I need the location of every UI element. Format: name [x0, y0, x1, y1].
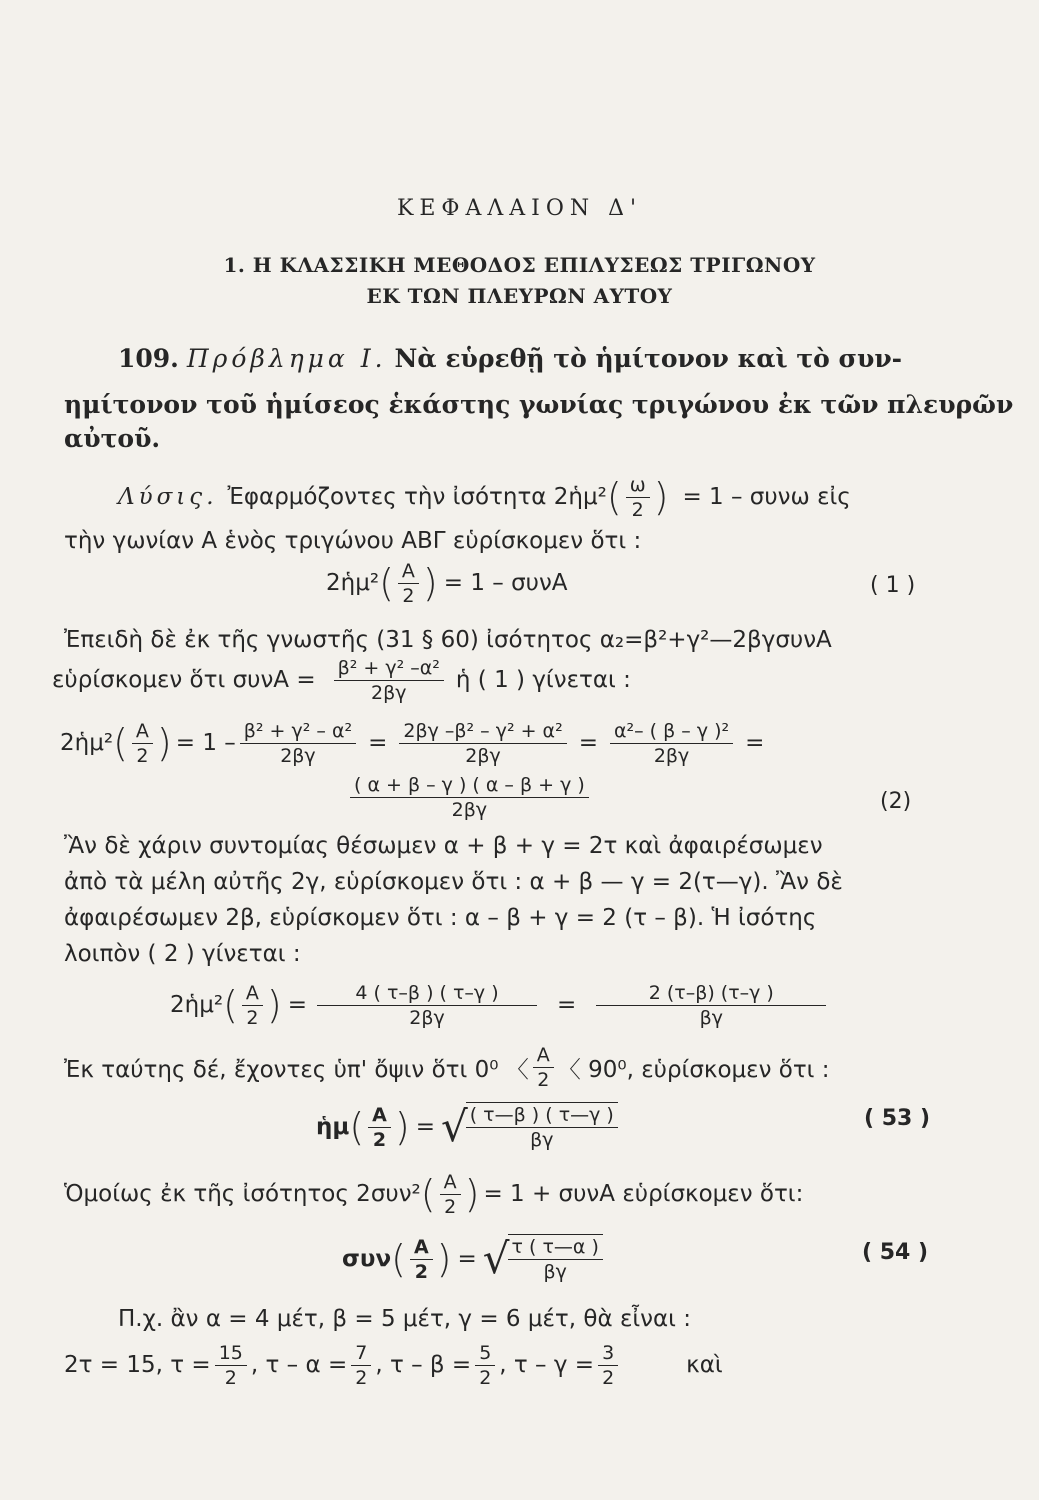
chapter-title: ΚΕΦΑΛΑΙΟΝ Δ' — [396, 196, 643, 221]
sqrt-symbol: √ — [440, 1102, 468, 1151]
radical-53: $\frac{( \tau—\beta ) ( \tau—\gamma )}{\beta\gamma}$ — [466, 1102, 618, 1152]
close-paren: ) — [653, 475, 669, 519]
fraction-eq2-3: $\frac{\text{α²– ( β – γ )²}}{2\beta\gamma}$ — [610, 719, 733, 768]
fraction-omega-2: $\frac{\omega}{2}$ — [626, 473, 650, 522]
problem-number: 109. — [118, 344, 179, 373]
fraction-eq2-1: $\frac{\text{β² + γ² – α²}}{2\beta\gamma}$ — [240, 719, 356, 768]
fraction-eq2-2: $\frac{\text{2βγ –β² – γ² + α²}}{2\beta\gamma}$ — [399, 719, 566, 768]
solution-label: Λύσις. — [118, 484, 218, 510]
solution-line9: Ἐκ ταύτης δέ, ἔχοντες ὑπ' ὄψιν ὅτι 0⁰ 〈 $\frac{A}{2}$ 〈 90⁰, εὑρίσκομεν ὅτι : — [64, 1043, 830, 1091]
equation-2a: 2ἡμ² ( $\frac{A}{2}$ ) = 1 – $\frac{\text{β² + γ² – α²}}{2\beta\gamma}$ = $\frac{\text{2βγ –β² – γ² + α²}}{2\beta\gamma}$ = $\frac{\text{α²– ( β – γ )²}}{2\beta\gamma}$ = — [60, 719, 765, 767]
fraction-eq2-4: $\frac{( \alpha + \beta - \gamma ) ( \alpha - \beta + \gamma )}{2\beta\gamma}$ — [350, 773, 589, 822]
solution-line10: Ὁμοίως ἐκ τῆς ἰσότητος 2συν² ( $\frac{A}{2}$ ) = 1 + συνΑ εὑρίσκομεν ὅτι: — [64, 1170, 804, 1218]
solution-last-line: 2τ = 15, τ = $\frac{15}{2}$ , τ – α = $\frac{7}{2}$ , τ – β = $\frac{5}{2}$ , τ – γ = $\frac{3}{2}$ καὶ — [64, 1341, 723, 1389]
solution-line5: Ἂν δὲ χάριν συντομίας θέσωμεν α + β + γ = 2τ καὶ ἀφαιρέσωμεν — [64, 833, 823, 859]
solution-line11: Π.χ. ἂν α = 4 μέτ, β = 5 μέτ, γ = 6 μέτ, θὰ εἶναι : — [118, 1306, 692, 1332]
solution-text-1b: = 1 – συνω εἰς — [682, 484, 851, 510]
solution-text-1a: Ἐφαρμόζοντες τὴν ἰσότητα 2ἡμ² — [227, 484, 607, 510]
fraction-eq3-1: $\frac{4 ( \tau-\beta ) ( \tau-\gamma )}{2\beta\gamma}$ — [317, 981, 537, 1030]
problem-line3: αὐτοῦ. — [64, 424, 161, 453]
equation-number-2: (2) — [880, 789, 912, 814]
problem-text-1: Νὰ εὑρεθῇ τὸ ἡμίτονον καὶ τὸ συν- — [394, 344, 903, 373]
solution-line2: τὴν γωνίαν Α ἑνὸς τριγώνου ΑΒΓ εὑρίσκομεν ὅτι : — [64, 528, 642, 554]
open-paren: ( — [606, 475, 622, 519]
equation-3: 2ἡμ² ( $\frac{A}{2}$ ) = $\frac{4 ( \tau-\beta ) ( \tau-\gamma )}{2\beta\gamma}$ = $\frac{2 (\tau-\beta) (\tau-\gamma )}{\beta\gamma}$ — [170, 976, 830, 1034]
equation-number-53: ( 53 ) — [864, 1106, 931, 1131]
problem-line2: ημίτονον τοῦ ἡμίσεος ἑκάστης γωνίας τριγώνου ἐκ τῶν πλευρῶν — [64, 390, 1014, 419]
fraction-A-2: $\frac{A}{2}$ — [398, 559, 419, 608]
solution-line3: Ἐπειδὴ δὲ ἐκ τῆς γνωστῆς (31 § 60) ἰσότητος α₂=β²+γ²—2βγσυνΑ — [64, 627, 832, 653]
equation-54: συν ( $\frac{A}{2}$ ) = √ $\frac{\tau ( \tau—\alpha )}{\beta\gamma}$ — [342, 1228, 607, 1290]
equation-1: 2ἡμ² ( $\frac{A}{2}$ ) = 1 – συνΑ — [326, 559, 568, 607]
solution-line8: λοιπὸν ( 2 ) γίνεται : — [64, 941, 301, 967]
equation-number-54: ( 54 ) — [862, 1240, 929, 1265]
problem-label: Πρόβλημα Ι. — [186, 344, 387, 373]
section-title-line2: ΕΚ ΤΩΝ ΠΛΕΥΡΩΝ ΑΥΤΟΥ — [366, 284, 673, 308]
section-title-line1: 1. Η ΚΛΑΣΣΙΚΗ ΜΕΘΟΔΟΣ ΕΠΙΛΥΣΕΩΣ ΤΡΙΓΩΝΟΥ — [223, 253, 816, 277]
equation-53: ἡμ ( $\frac{A}{2}$ ) = √ $\frac{( \tau—\beta ) ( \tau—\gamma )}{\beta\gamma}$ — [316, 1096, 622, 1158]
problem-line1 — [118, 344, 902, 373]
equation-2b — [346, 770, 593, 824]
equation-number-1: ( 1 ) — [870, 573, 916, 598]
solution-line1 — [118, 470, 851, 524]
fraction-eq3-2: $\frac{2 (\tau-\beta) (\tau-\gamma )}{\beta\gamma}$ — [596, 981, 826, 1030]
solution-line7: ἀφαιρέσωμεν 2β, εὑρίσκομεν ὅτι : α – β + γ = 2 (τ – β). Ἡ ἰσότης — [64, 905, 817, 931]
solution-line6: ἀπὸ τὰ μέλη αὐτῆς 2γ, εὑρίσκομεν ὅτι : α + β — γ = 2(τ—γ). Ἂν δὲ — [64, 869, 843, 895]
cosA-line: εὑρίσκομεν ὅτι συνΑ = $\frac{\text{β² + γ² –α²}}{2\beta\gamma}$ ἡ ( 1 ) γίνεται : — [52, 656, 631, 704]
fraction-cosA: $\frac{\text{β² + γ² –α²}}{2\beta\gamma}$ — [334, 656, 444, 705]
radical-54: $\frac{\tau ( \tau—\alpha )}{\beta\gamma}$ — [508, 1234, 603, 1284]
